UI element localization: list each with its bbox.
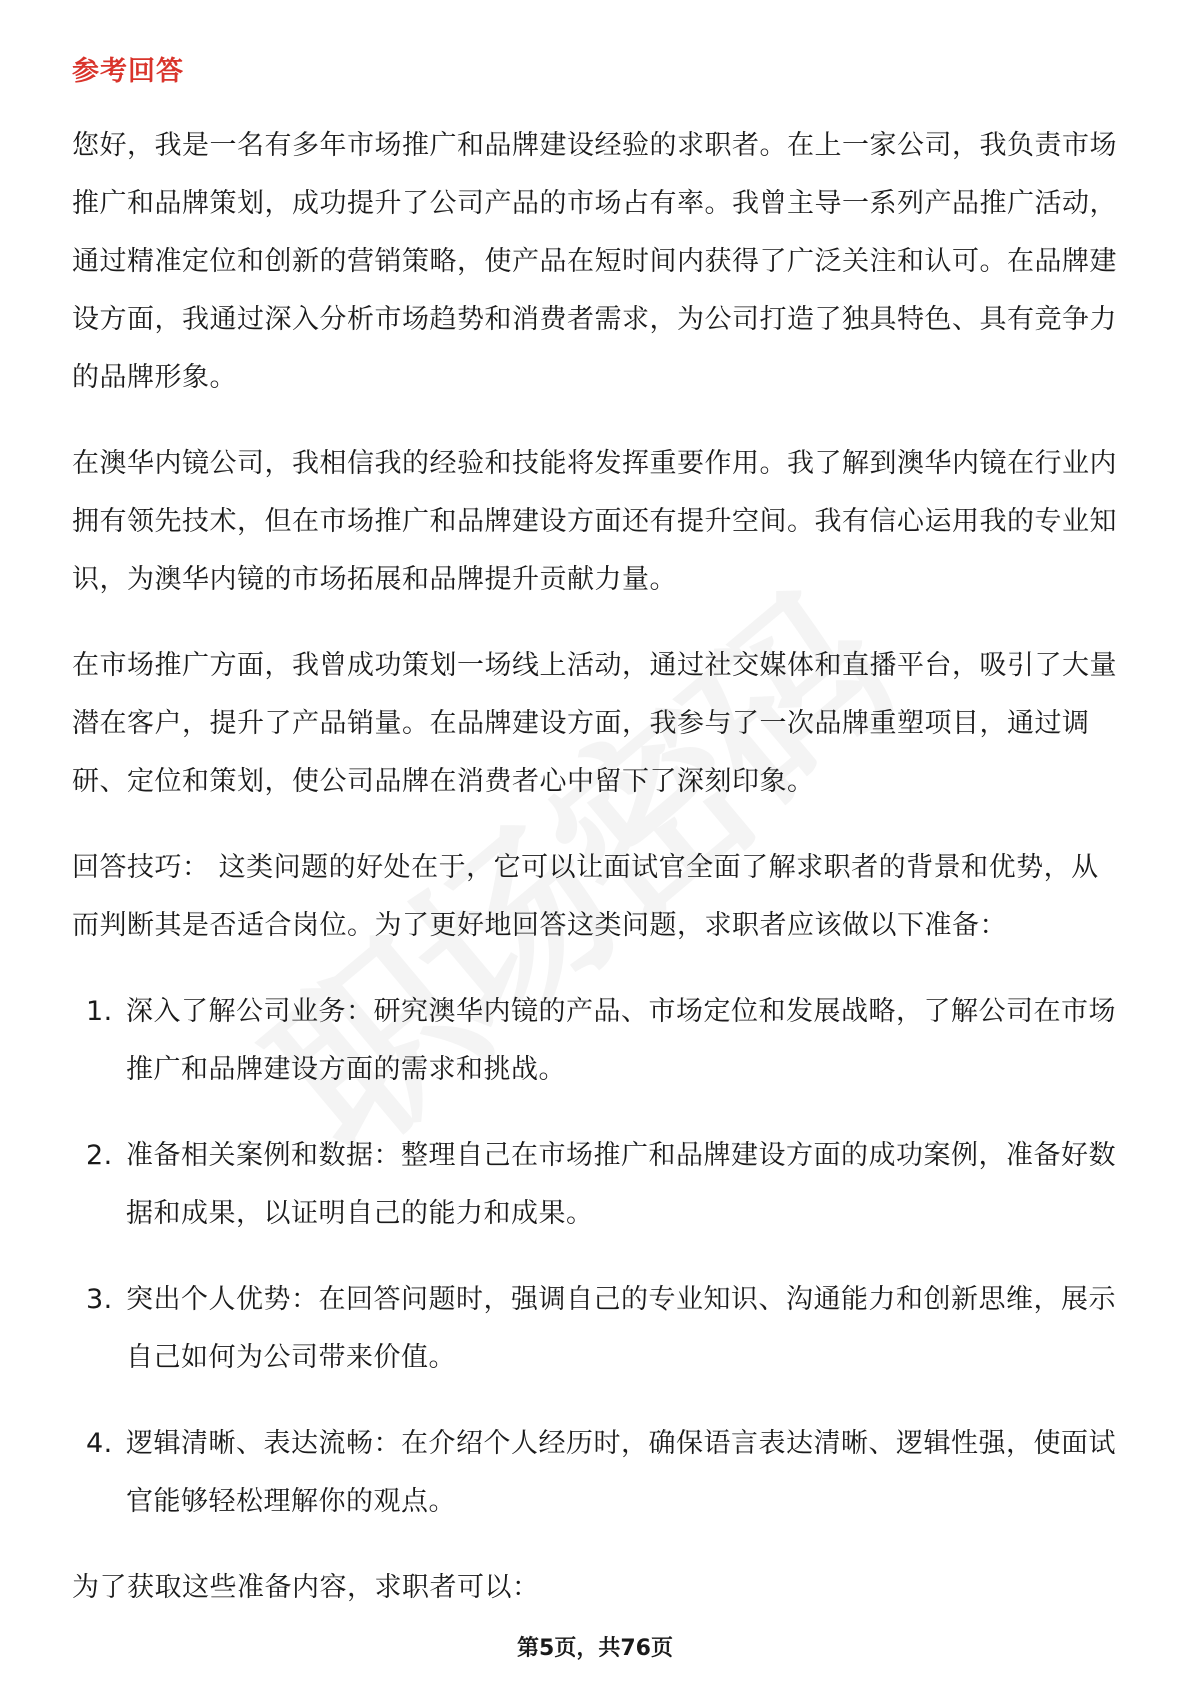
section-title: 参考回答 [72,56,184,87]
list-item-text: 深入了解公司业务：研究澳华内镜的产品、市场定位和发展战略，了解公司在市场推广和品牌建设方面的需求和挑战。 [126,996,1116,1085]
list-item-number: 3. [86,1284,113,1315]
paragraph-examples: 在市场推广方面，我曾成功策划一场线上活动，通过社交媒体和直播平台，吸引了大量潜在客户，提升了产品销量。在品牌建设方面，我参与了一次品牌重塑项目，通过调研、定位和策划，使公司品牌在消费者心中留下了深刻印象。 [72,650,1117,797]
list-item-number: 4. [86,1428,113,1459]
paragraph-company-fit: 在澳华内镜公司，我相信我的经验和技能将发挥重要作用。我了解到澳华内镜在行业内拥有领先技术，但在市场推广和品牌建设方面还有提升空间。我有信心运用我的专业知识，为澳华内镜的市场拓展和品牌提升贡献力量。 [72,448,1117,595]
list-item [72,983,1122,1099]
paragraph-tips-intro: 回答技巧： 这类问题的好处在于，它可以让面试官全面了解求职者的背景和优势，从而判断其是否适合岗位。为了更好地回答这类问题，求职者应该做以下准备： [72,852,1099,941]
list-item [72,1271,1122,1387]
list-item [72,1127,1122,1243]
content-body [72,117,1122,1645]
paragraph-intro: 您好，我是一名有多年市场推广和品牌建设经验的求职者。在上一家公司，我负责市场推广和品牌策划，成功提升了公司产品的市场占有率。我曾主导一系列产品推广活动，通过精准定位和创新的营销策略，使产品在短时间内获得了广泛关注和认可。在品牌建设方面，我通过深入分析市场趋势和消费者需求，为公司打造了独具特色、具有竞争力的品牌形象。 [72,130,1117,393]
list-item-text: 准备相关案例和数据：整理自己在市场推广和品牌建设方面的成功案例，准备好数据和成果，以证明自己的能力和成果。 [126,1140,1116,1229]
page-number: 第5页，共76页 [517,1636,673,1661]
paragraph-closing: 为了获取这些准备内容，求职者可以： [72,1572,540,1603]
list-item [72,1415,1122,1531]
list-item-number: 1. [86,996,113,1027]
list-item-text: 逻辑清晰、表达流畅：在介绍个人经历时，确保语言表达清晰、逻辑性强，使面试官能够轻松理解你的观点。 [126,1428,1116,1517]
list-item-number: 2. [86,1140,113,1171]
list-item-text: 突出个人优势：在回答问题时，强调自己的专业知识、沟通能力和创新思维，展示自己如何为公司带来价值。 [126,1284,1116,1373]
tips-list [72,983,1122,1531]
